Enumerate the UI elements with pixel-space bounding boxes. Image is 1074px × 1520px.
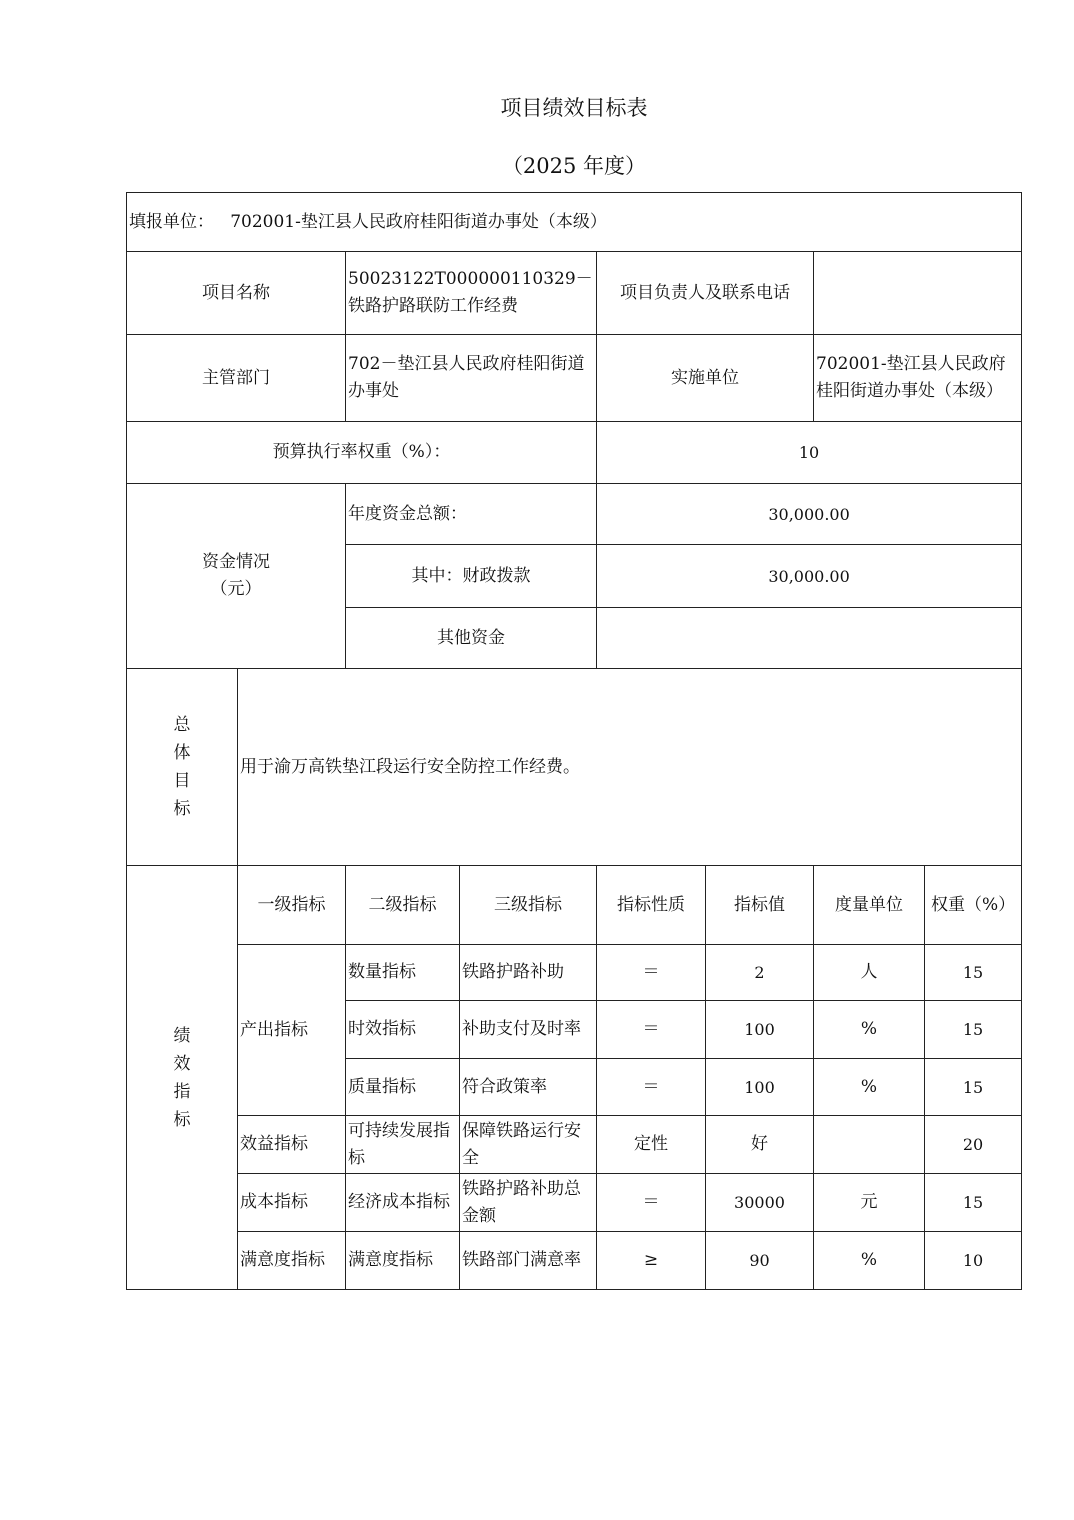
level3-cell: 保障铁路运行安全 — [460, 1116, 597, 1174]
indicators-label-char: 绩 — [173, 1025, 191, 1046]
weight-cell: 15 — [925, 1001, 1022, 1059]
nature-cell: ＝ — [597, 1001, 706, 1059]
nature-cell: ＝ — [597, 945, 706, 1001]
overall-goal-label — [127, 669, 238, 866]
department-row — [127, 335, 1022, 422]
unit-cell: 人 — [814, 945, 925, 1001]
header-value: 指标值 — [706, 866, 814, 945]
project-contact-value — [814, 252, 1022, 335]
indicators-label-char: 指 — [173, 1081, 191, 1102]
weight-cell: 15 — [925, 1174, 1022, 1232]
project-name-label: 项目名称 — [127, 252, 346, 335]
level2-cell: 经济成本指标 — [346, 1174, 460, 1232]
unit-cell: % — [814, 1232, 925, 1290]
impl-unit-label: 实施单位 — [597, 335, 814, 422]
weight-cell: 20 — [925, 1116, 1022, 1174]
fill-unit-label: 填报单位： — [129, 211, 214, 232]
funds-total-value: 30,000.00 — [597, 484, 1022, 545]
value-cell: 100 — [706, 1001, 814, 1059]
funds-total-label: 年度资金总额： — [346, 484, 597, 545]
funds-fiscal-label: 其中：财政拨款 — [346, 545, 597, 608]
funds-label — [127, 484, 346, 669]
dept-label: 主管部门 — [127, 335, 346, 422]
indicators-label-char: 标 — [173, 1109, 191, 1130]
table-row — [127, 1116, 1022, 1174]
budget-weight-label: 预算执行率权重（%）： — [127, 422, 597, 484]
output-indicator-label: 产出指标 — [238, 945, 346, 1116]
unit-cell — [814, 1116, 925, 1174]
level3-cell: 铁路护路补助 — [460, 945, 597, 1001]
header-weight: 权重（%） — [925, 866, 1022, 945]
level1-cell: 成本指标 — [238, 1174, 346, 1232]
table-row — [127, 1232, 1022, 1290]
funds-other-label: 其他资金 — [346, 608, 597, 669]
value-cell: 100 — [706, 1059, 814, 1116]
level3-cell: 铁路护路补助总金额 — [460, 1174, 597, 1232]
overall-goal-label-char: 总 — [173, 715, 191, 735]
level2-cell: 质量指标 — [346, 1059, 460, 1116]
nature-cell: ＝ — [597, 1059, 706, 1116]
overall-goal-label-char: 目 — [173, 771, 191, 791]
unit-cell: % — [814, 1059, 925, 1116]
weight-cell: 10 — [925, 1232, 1022, 1290]
overall-goal-text: 用于渝万高铁垫江段运行安全防控工作经费。 — [238, 669, 1022, 866]
level3-cell: 符合政策率 — [460, 1059, 597, 1116]
page-title: 项目绩效目标表 — [500, 96, 648, 120]
indicators-label-char: 效 — [173, 1053, 191, 1074]
indicators-label — [127, 866, 238, 1290]
indicator-header-row — [127, 866, 1022, 945]
weight-cell: 15 — [925, 1059, 1022, 1116]
unit-cell: % — [814, 1001, 925, 1059]
level2-cell: 可持续发展指标 — [346, 1116, 460, 1174]
fill-unit-value: 702001-垫江县人民政府桂阳街道办事处（本级） — [230, 211, 607, 232]
value-cell: 好 — [706, 1116, 814, 1174]
value-cell: 30000 — [706, 1174, 814, 1232]
header-level2: 二级指标 — [346, 866, 460, 945]
level3-cell: 铁路部门满意率 — [460, 1232, 597, 1290]
funds-label-line1: 资金情况 — [202, 552, 270, 572]
funds-other-value — [597, 608, 1022, 669]
funds-fiscal-value: 30,000.00 — [597, 545, 1022, 608]
header-level3: 三级指标 — [460, 866, 597, 945]
overall-goal-label-char: 体 — [173, 743, 191, 763]
level1-cell: 效益指标 — [238, 1116, 346, 1174]
value-cell: 90 — [706, 1232, 814, 1290]
project-name-value: 50023122T000000110329－铁路护路联防工作经费 — [346, 252, 597, 335]
budget-weight-row — [127, 422, 1022, 484]
level2-cell: 满意度指标 — [346, 1232, 460, 1290]
nature-cell: 定性 — [597, 1116, 706, 1174]
weight-cell: 15 — [925, 945, 1022, 1001]
header-unit: 度量单位 — [814, 866, 925, 945]
fill-unit-cell — [127, 193, 1022, 252]
overall-goal-label-char: 标 — [173, 799, 191, 819]
performance-target-table — [126, 192, 1022, 1290]
value-cell: 2 — [706, 945, 814, 1001]
level3-cell: 补助支付及时率 — [460, 1001, 597, 1059]
budget-weight-value: 10 — [597, 422, 1022, 484]
header-nature: 指标性质 — [597, 866, 706, 945]
level1-cell: 满意度指标 — [238, 1232, 346, 1290]
nature-cell: ≥ — [597, 1232, 706, 1290]
overall-goal-row — [127, 669, 1022, 866]
fill-unit-row — [127, 193, 1022, 252]
project-contact-label: 项目负责人及联系电话 — [597, 252, 814, 335]
table-row — [127, 1174, 1022, 1232]
level2-cell: 时效指标 — [346, 1001, 460, 1059]
impl-unit-value: 702001-垫江县人民政府桂阳街道办事处（本级） — [814, 335, 1022, 422]
header-level1: 一级指标 — [238, 866, 346, 945]
dept-value: 702－垫江县人民政府桂阳街道办事处 — [346, 335, 597, 422]
project-name-row — [127, 252, 1022, 335]
page-subtitle-year: （2025 年度） — [501, 154, 647, 178]
funds-label-line2: （元） — [210, 579, 262, 599]
nature-cell: ＝ — [597, 1174, 706, 1232]
unit-cell: 元 — [814, 1174, 925, 1232]
table-row — [127, 945, 1022, 1001]
funds-total-row — [127, 484, 1022, 545]
level2-cell: 数量指标 — [346, 945, 460, 1001]
